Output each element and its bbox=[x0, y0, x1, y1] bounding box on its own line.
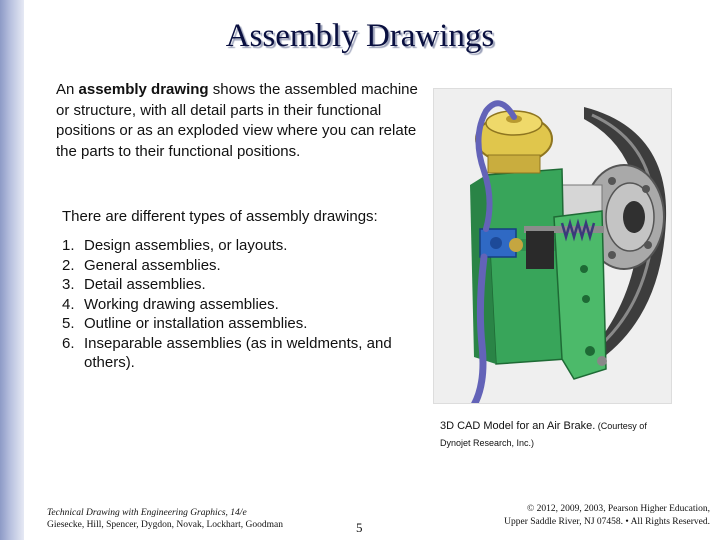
list-item bbox=[62, 275, 402, 295]
list-number: 5. bbox=[62, 315, 75, 332]
list-item bbox=[62, 256, 402, 276]
intro-suffix: shows the assembled machine or structure, with all detail parts in their functional positions or as an exploded view where you can relate the parts to their functional positions. bbox=[56, 81, 418, 160]
list-number: 1. bbox=[62, 237, 75, 254]
footer-book-info bbox=[47, 507, 287, 540]
intro-paragraph bbox=[56, 80, 426, 162]
list-item bbox=[62, 314, 402, 334]
list-item bbox=[62, 236, 402, 256]
caption-credit-source: Dynojet Research, Inc.) bbox=[440, 438, 535, 448]
air-brake-cad-image bbox=[433, 88, 672, 404]
page-number: 5 bbox=[356, 520, 363, 535]
list-text: Working drawing assemblies. bbox=[84, 295, 279, 313]
figure-caption bbox=[440, 418, 700, 452]
intro-prefix: An bbox=[56, 81, 79, 98]
copyright-line-2: Upper Saddle River, NJ 07458. • All Rights Reserved. bbox=[504, 517, 710, 527]
caption-credit: (Courtesy of bbox=[595, 421, 647, 431]
list-item bbox=[62, 334, 402, 373]
list-item bbox=[62, 295, 402, 315]
list-text: Inseparable assemblies (as in weldments, and others). bbox=[84, 334, 392, 371]
list-number: 6. bbox=[62, 334, 75, 352]
assembly-types-list bbox=[62, 236, 402, 373]
footer-authors: Giesecke, Hill, Spencer, Dygdon, Novak, Lockhart, Goodman bbox=[47, 520, 284, 530]
list-number: 3. bbox=[62, 276, 75, 293]
intro-bold-term: assembly drawing bbox=[78, 81, 209, 98]
list-number: 4. bbox=[62, 295, 75, 313]
page-title: Assembly Drawings bbox=[225, 18, 495, 54]
list-text: General assemblies. bbox=[84, 256, 221, 274]
list-text: Design assemblies, or layouts. bbox=[84, 237, 288, 254]
air-brake-illustration bbox=[434, 89, 672, 404]
list-number: 2. bbox=[62, 256, 75, 274]
decorative-side-bar bbox=[0, 0, 24, 540]
footer-copyright bbox=[470, 503, 710, 529]
list-text: Outline or installation assemblies. bbox=[84, 315, 308, 332]
caption-main: 3D CAD Model for an Air Brake. bbox=[440, 420, 596, 432]
footer-book-title: Technical Drawing with Engineering Graphics, 14/e bbox=[47, 508, 247, 518]
copyright-line-1: © 2012, 2009, 2003, Pearson Higher Education, bbox=[527, 504, 710, 514]
types-heading: There are different types of assembly drawings: bbox=[62, 208, 378, 225]
list-text: Detail assemblies. bbox=[84, 276, 206, 293]
